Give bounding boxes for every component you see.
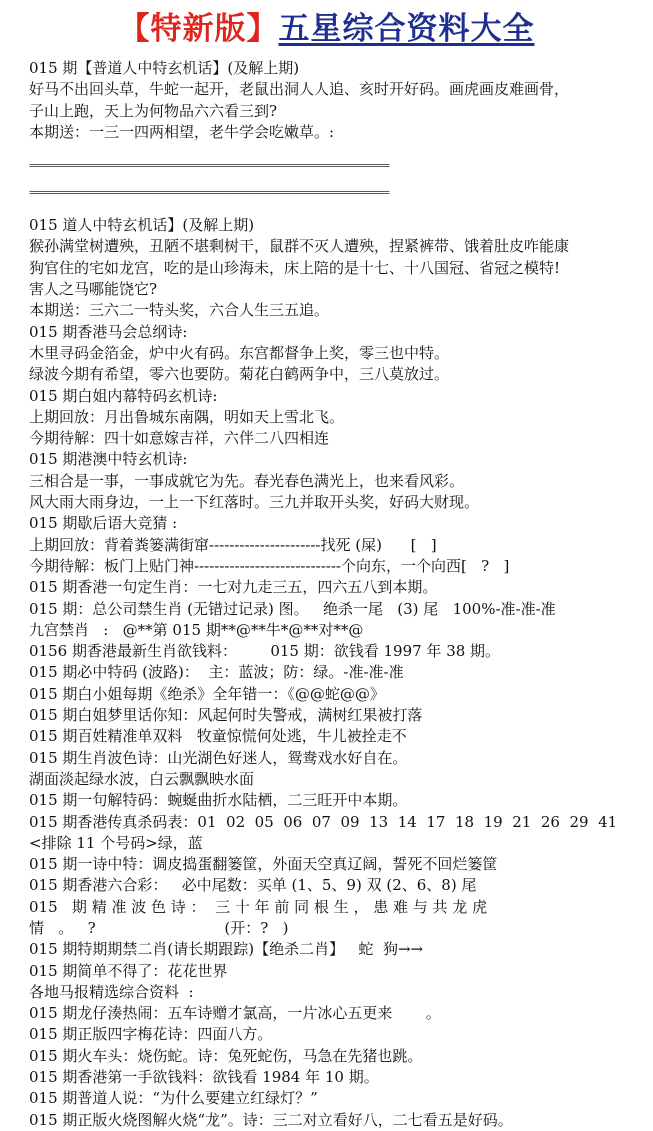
text-line: 九宫禁肖 : @**第 015 期**@**牛*@**对**@	[29, 620, 364, 639]
text-line: 今期待解：四十如意嫁吉祥，六伴二八四相连	[29, 429, 330, 448]
text-line: 015 期【普道人中特玄机话】(及解上期)	[29, 59, 300, 77]
text-line: 015 期港澳中特玄机诗:	[29, 450, 188, 469]
separator-line: ================================================================	[29, 161, 389, 171]
text-line: 015 期香港一句定生肖：一七对九走三五，四六五八到本期。	[29, 578, 438, 597]
text-line: 湖面淡起绿水波，白云飘飘映水面	[29, 769, 255, 788]
text-line: <排除 11 个号码>绿，蓝	[29, 833, 203, 852]
text-line: 015 期香港第一手欲钱料：欲钱看 1984 年 10 期。	[29, 1068, 379, 1087]
spacer	[29, 143, 625, 161]
spacer	[29, 197, 625, 215]
title-text: 五星综合资料大全	[278, 10, 535, 47]
text-line: 风大雨大雨身边，一上一下红落时。三九并取开头奖，好码大财现。	[29, 493, 480, 512]
document-body	[0, 58, 625, 1131]
text-line: 015 道人中特玄机话】(及解上期)	[29, 216, 255, 235]
text-line: 本期送：三六二一特头奖，六合人生三五追。	[29, 301, 330, 320]
text-line: 狗官住的宅如龙宫，吃的是山珍海未，床上陪的是十七、十八国冠、省冠之模特!	[29, 258, 561, 277]
text-line: 015 期白姐内幕特码玄机诗:	[29, 386, 218, 405]
text-line: 各地马报精选综合资料 :	[29, 982, 194, 1001]
text-line: 情 。 ? (开：? )	[29, 918, 289, 937]
text-line: 0156 期香港最新生肖欲钱料： 015 期：欲钱看 1997 年 38 期。	[29, 642, 501, 661]
page-title	[0, 0, 653, 58]
text-line: 015 期白姐梦里话你知：风起何时失警戒，满树红果被打落	[29, 706, 423, 725]
text-line: 015 期龙仔湊热闹：五车诗赠才氯高，一片冰心五更来 。	[29, 1004, 441, 1023]
text-line: 015 期正版火烧图解火烧“龙”。诗：三二对立看好八，二七看五是好码。	[29, 1110, 513, 1129]
text-line: 015 期正版四字梅花诗：四面八方。	[29, 1025, 273, 1044]
text-line: 015 期必中特码 (波路)： 主：蓝波；防：绿。-准-准-准	[29, 663, 404, 682]
text-line: 015 期香港传真杀码表：01 02 05 06 07 09 13 14 17 18 19 21 26 29 41	[29, 812, 618, 831]
text-line: 015 期歇后语大竞猜 :	[29, 514, 178, 533]
text-line: 015 期香港六合彩： 必中尾数：买单 (1、5、9) 双 (2、6、8) 尾	[29, 876, 477, 895]
title-tag: 【特新版】	[118, 10, 279, 47]
text-line: 015 期特期期禁二肖(请长期跟踪)【绝杀二肖】 蛇 狗→→	[29, 940, 424, 959]
text-line: 猴孙满堂树遭殃，丑陋不堪剩树干，鼠群不灭人遭殃，捏紧裤带、饿着肚皮咋能康	[29, 237, 570, 256]
text-line: 三相合是一事，一事成就它为先。春光春色满光上，也来看风彩。	[29, 471, 465, 490]
text-line: 子山上跑，天上为何物品六六看三到?	[29, 101, 278, 120]
text-line: 015 期一诗中特：调皮捣蛋翻篓筐，外面天空真辽阔，誓死不回烂篓筐	[29, 855, 498, 874]
text-line: 015 期百姓精准单双料 牧童惊慌何处逃，牛儿被拴走不	[29, 727, 407, 746]
text-line: 上期回放：月出鲁城东南隅，明如天上雪北飞。	[29, 407, 345, 426]
text-line: 015 期生肖波色诗：山光湖色好迷人，鸳鸯戏水好自在。	[29, 748, 408, 767]
text-line: 015 期一句解特码：蜿蜒曲折水陆栖，二三旺开中本期。	[29, 791, 408, 810]
text-line: 015 期 精 准 波 色 诗 ： 三 十 年 前 同 根 生 ， 患 难 与 共 龙 虎	[29, 897, 488, 916]
text-line: 015 期火车头：烧伤蛇。诗：兔死蛇伤，马急在先猪也跳。	[29, 1046, 423, 1065]
text-line: 好马不出回头草，牛蛇一起开，老鼠出洞人人追、亥时开好码。画虎画皮难画骨，	[29, 80, 570, 99]
text-line: 本期送：一三一四两相望，老牛学会吃嫩草。:	[29, 122, 335, 141]
text-line: 木里寻码金箔金，炉中火有码。东宫都督争上奖，零三也中特。	[29, 343, 450, 362]
text-line: 015 期普道人说：“为什么要建立红绿灯？”	[29, 1089, 318, 1108]
text-line: 害人之马哪能饶它?	[29, 280, 158, 299]
text-line: 上期回放：背着粪篓满街窜----------------------找死 (屎) [ ]	[29, 535, 437, 554]
text-line: 015 期简单不得了：花花世界	[29, 961, 228, 980]
text-line: 015 期白小姐每期《绝杀》全年错一：《@@蛇@@》	[29, 684, 385, 703]
separator-line: ================================================================	[29, 188, 389, 198]
text-line: 今期待解：板门上贴门神-----------------------------个向东，一个向西[ ? ]	[29, 556, 510, 575]
text-line: 015 期香港马会总纲诗:	[29, 322, 188, 341]
text-line: 015 期：总公司禁生肖 (无错过记录) 图。 绝杀一尾 (3) 尾 100%-准-准-准	[29, 599, 556, 618]
spacer	[29, 170, 625, 188]
text-line: 绿波今期有希望，零六也要防。菊花白鹤两争中，三八莫放过。	[29, 365, 450, 384]
